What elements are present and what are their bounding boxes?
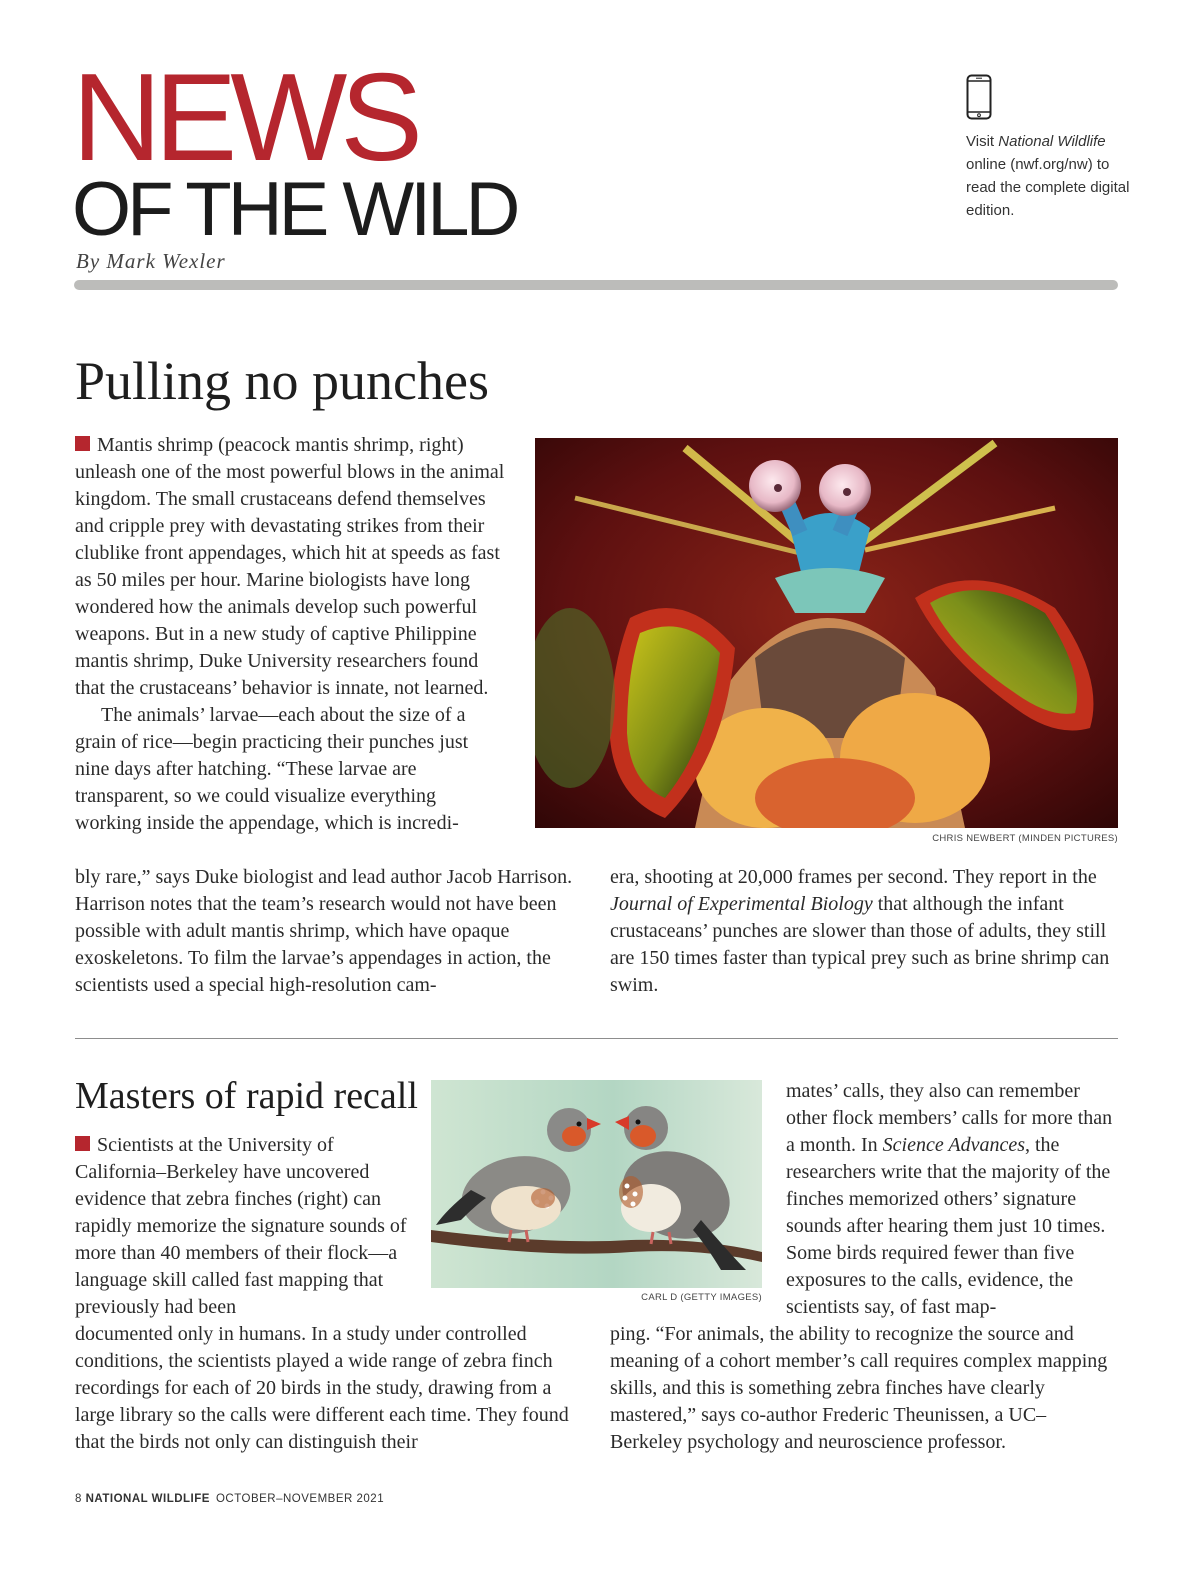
zebra-finches-illustration <box>431 1080 762 1288</box>
article1-journal-name: Journal of Experimental Biology <box>610 893 873 915</box>
phone-icon <box>966 74 992 120</box>
footer-date: OCTOBER–NOVEMBER 2021 <box>215 1493 385 1505</box>
photo-credit-finches: CARL D (GETTY IMAGES) <box>641 1292 762 1303</box>
byline: By Mark Wexler <box>76 249 226 273</box>
article1-para1-text: Mantis shrimp (peacock mantis shrimp, right) unleash one of the most powerful blows in the animal kingdom. The small crustaceans defend themselves and cripple prey with devastating strikes from their clublike front appendages, which hit at speeds as fast as 50 miles per hour. Marine biologists have long wondered how the animals develop such powerful weapons. But in a new study of captive Philippine mantis shrimp, Duke University researchers found that the crustaceans’ behavior is innate, not learned. <box>75 434 505 699</box>
promo-prefix: Visit <box>966 133 999 150</box>
article2-paragraph-1-bottom-left: documented only in humans. In a study under controlled conditions, the scientists played a wide range of zebra finch recordings for each of 20 birds in the study, drawing from a large library so the calls were different each time. They found that the birds not only can distinguish their <box>75 1323 569 1453</box>
article2-right-top-b: , the researchers write that the majority of the finches memorized others’ signature sounds after hearing them just 10 times. Some birds required fewer than five exposures to the calls, evidence, the scientists say, of fast map- <box>786 1134 1111 1318</box>
article2-journal-name: Science Advances <box>882 1134 1025 1156</box>
section-square-icon <box>75 1136 90 1151</box>
page-footer <box>75 1493 384 1505</box>
article-title-masters-of-rapid-recall: Masters of rapid recall <box>75 1075 418 1117</box>
section-divider <box>75 1038 1118 1039</box>
article1-paragraph-1 <box>75 432 507 702</box>
article1-right-text-b: that although the infant crustaceans’ punches are slower than those of adults, they still are 150 times faster than typical prey such as brine shrimp can swim. <box>610 893 1110 996</box>
article2-right-top-a: mates’ calls, they also can remember other flock members’ calls for more than a month. In <box>786 1080 1113 1156</box>
photo-credit-shrimp: CHRIS NEWBERT (MINDEN PICTURES) <box>932 833 1118 844</box>
article1-right-text-a: era, shooting at 20,000 frames per second. They report in the <box>610 866 1097 888</box>
article2-right-bottom: ping. “For animals, the ability to recognize the source and meaning of a cohort member’s call requires complex mapping skills, and this is something zebra finches have clearly mastered,” says co-author Frederic Theunissen, a UC–Berkeley psychology and neuroscience professor. <box>610 1323 1108 1453</box>
article1-para2-top-text: The animals’ larvae—each about the size of a grain of rice—begin practicing their punches just nine days after hatching. “These larvae are transparent, so we could visualize everything working inside the appendage, which is incredi- <box>75 704 469 834</box>
digital-edition-promo <box>966 130 1136 222</box>
article1-paragraph-2-top <box>75 702 507 837</box>
article2-right-top <box>786 1078 1116 1321</box>
article1-paragraph-2-right <box>610 864 1118 999</box>
article2-paragraph-1-top <box>75 1132 415 1321</box>
zebra-finches-photo <box>431 1080 762 1288</box>
masthead-rule <box>74 280 1118 290</box>
article-title-pulling-no-punches: Pulling no punches <box>75 351 489 411</box>
mantis-shrimp-illustration <box>535 438 1118 828</box>
masthead-of-the-wild: OF THE WILD <box>72 167 517 252</box>
article1-column-left-top <box>75 432 507 837</box>
footer-magazine: NATIONAL WILDLIFE <box>85 1493 210 1505</box>
promo-rest: online (nwf.org/nw) to read the complete digital edition. <box>966 156 1130 219</box>
article1-paragraph-2-bottom-left: bly rare,” says Duke biologist and lead author Jacob Harrison. Harrison notes that the team’s research would not have been possible with adult mantis shrimp, which have opaque exoskeletons. To film the larvae’s appendages in action, the scientists used a special high-resolution cam- <box>75 866 573 996</box>
mantis-shrimp-photo <box>535 438 1118 828</box>
promo-magazine-name: National Wildlife <box>998 133 1106 150</box>
article2-para1-top-text: Scientists at the University of California–Berkeley have uncovered evidence that zebra finches (right) can rapidly memorize the signature sounds of more than 40 members of their flock—a language skill called fast mapping that previously had been <box>75 1134 407 1318</box>
page-number: 8 <box>75 1493 82 1505</box>
section-square-icon <box>75 436 90 451</box>
masthead-news: NEWS <box>72 49 416 187</box>
